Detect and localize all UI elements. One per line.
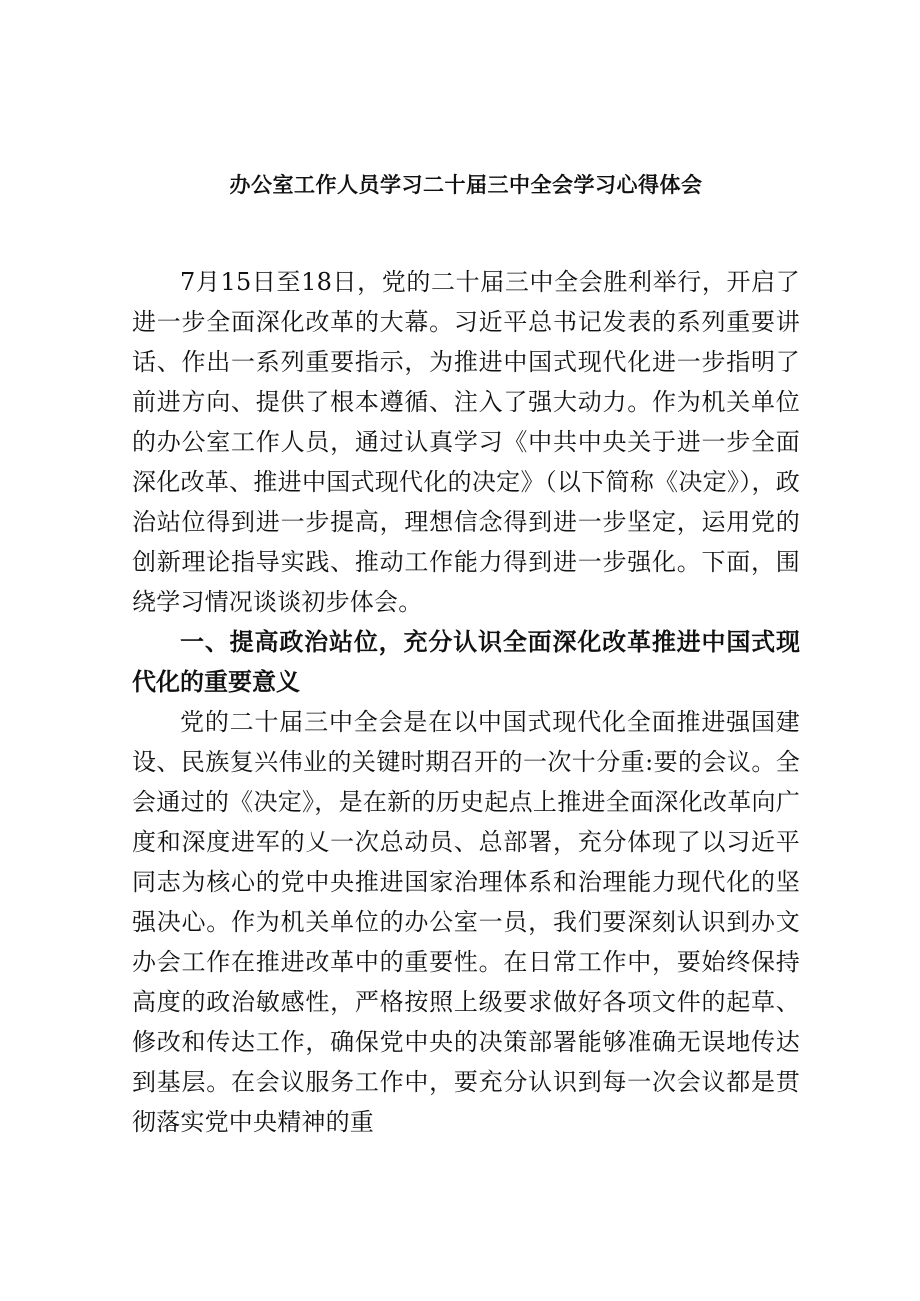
intro-paragraph: 7月15日至18日，党的二十届三中全会胜利举行，开启了进一步全面深化改革的大幕。习近平总书记发表的系列重要讲话、作出一系列重要指示，为推进中国式现代化进一步指明了前进方向、提供了根本遵循、注入了强大动力。作为机关单位的办公室工作人员，通过认真学习《中共中央关于进一步全面深化改革、推进中国式现代化的决定》（以下简称《决定》），政治站位得到进一步提高，理想信念得到进一步坚定，运用党的创新理论指导实践、推动工作能力得到进一步强化。下面，围绕学习情况谈谈初步体会。 [132, 268, 800, 616]
section-1-paragraph: 党的二十届三中全会是在以中国式现代化全面推进强国建设、民族复兴伟业的关键时期召开的一次十分重:要的会议。全会通过的《决定》，是在新的历史起点上推进全面深化改革向广度和深度进军的乂一次总动员、总部署，充分体现了以习近平同志为核心的党中央推进国家治理体系和治理能力现代化的坚强决心。作为机关单位的办公室一员，我们要深刻认识到办文办会工作在推进改革中的重要性。在日常工作中，要始终保持高度的政治敏感性，严格按照上级要求做好各项文件的起草、修改和传达工作，确保党中央的决策部署能够准确无误地传达到基层。在会议服务工作中，要充分认识到每一次会议都是贯彻落实党中央精神的重 [132, 708, 800, 1136]
document-title: 办公室工作人员学习二十届三中全会学习心得体会 [229, 172, 703, 197]
document-page [132, 168, 800, 1142]
section-1-heading: 一、提高政治站位，充分认识全面深化改革推进中国式现代化的重要意义 [132, 627, 800, 696]
